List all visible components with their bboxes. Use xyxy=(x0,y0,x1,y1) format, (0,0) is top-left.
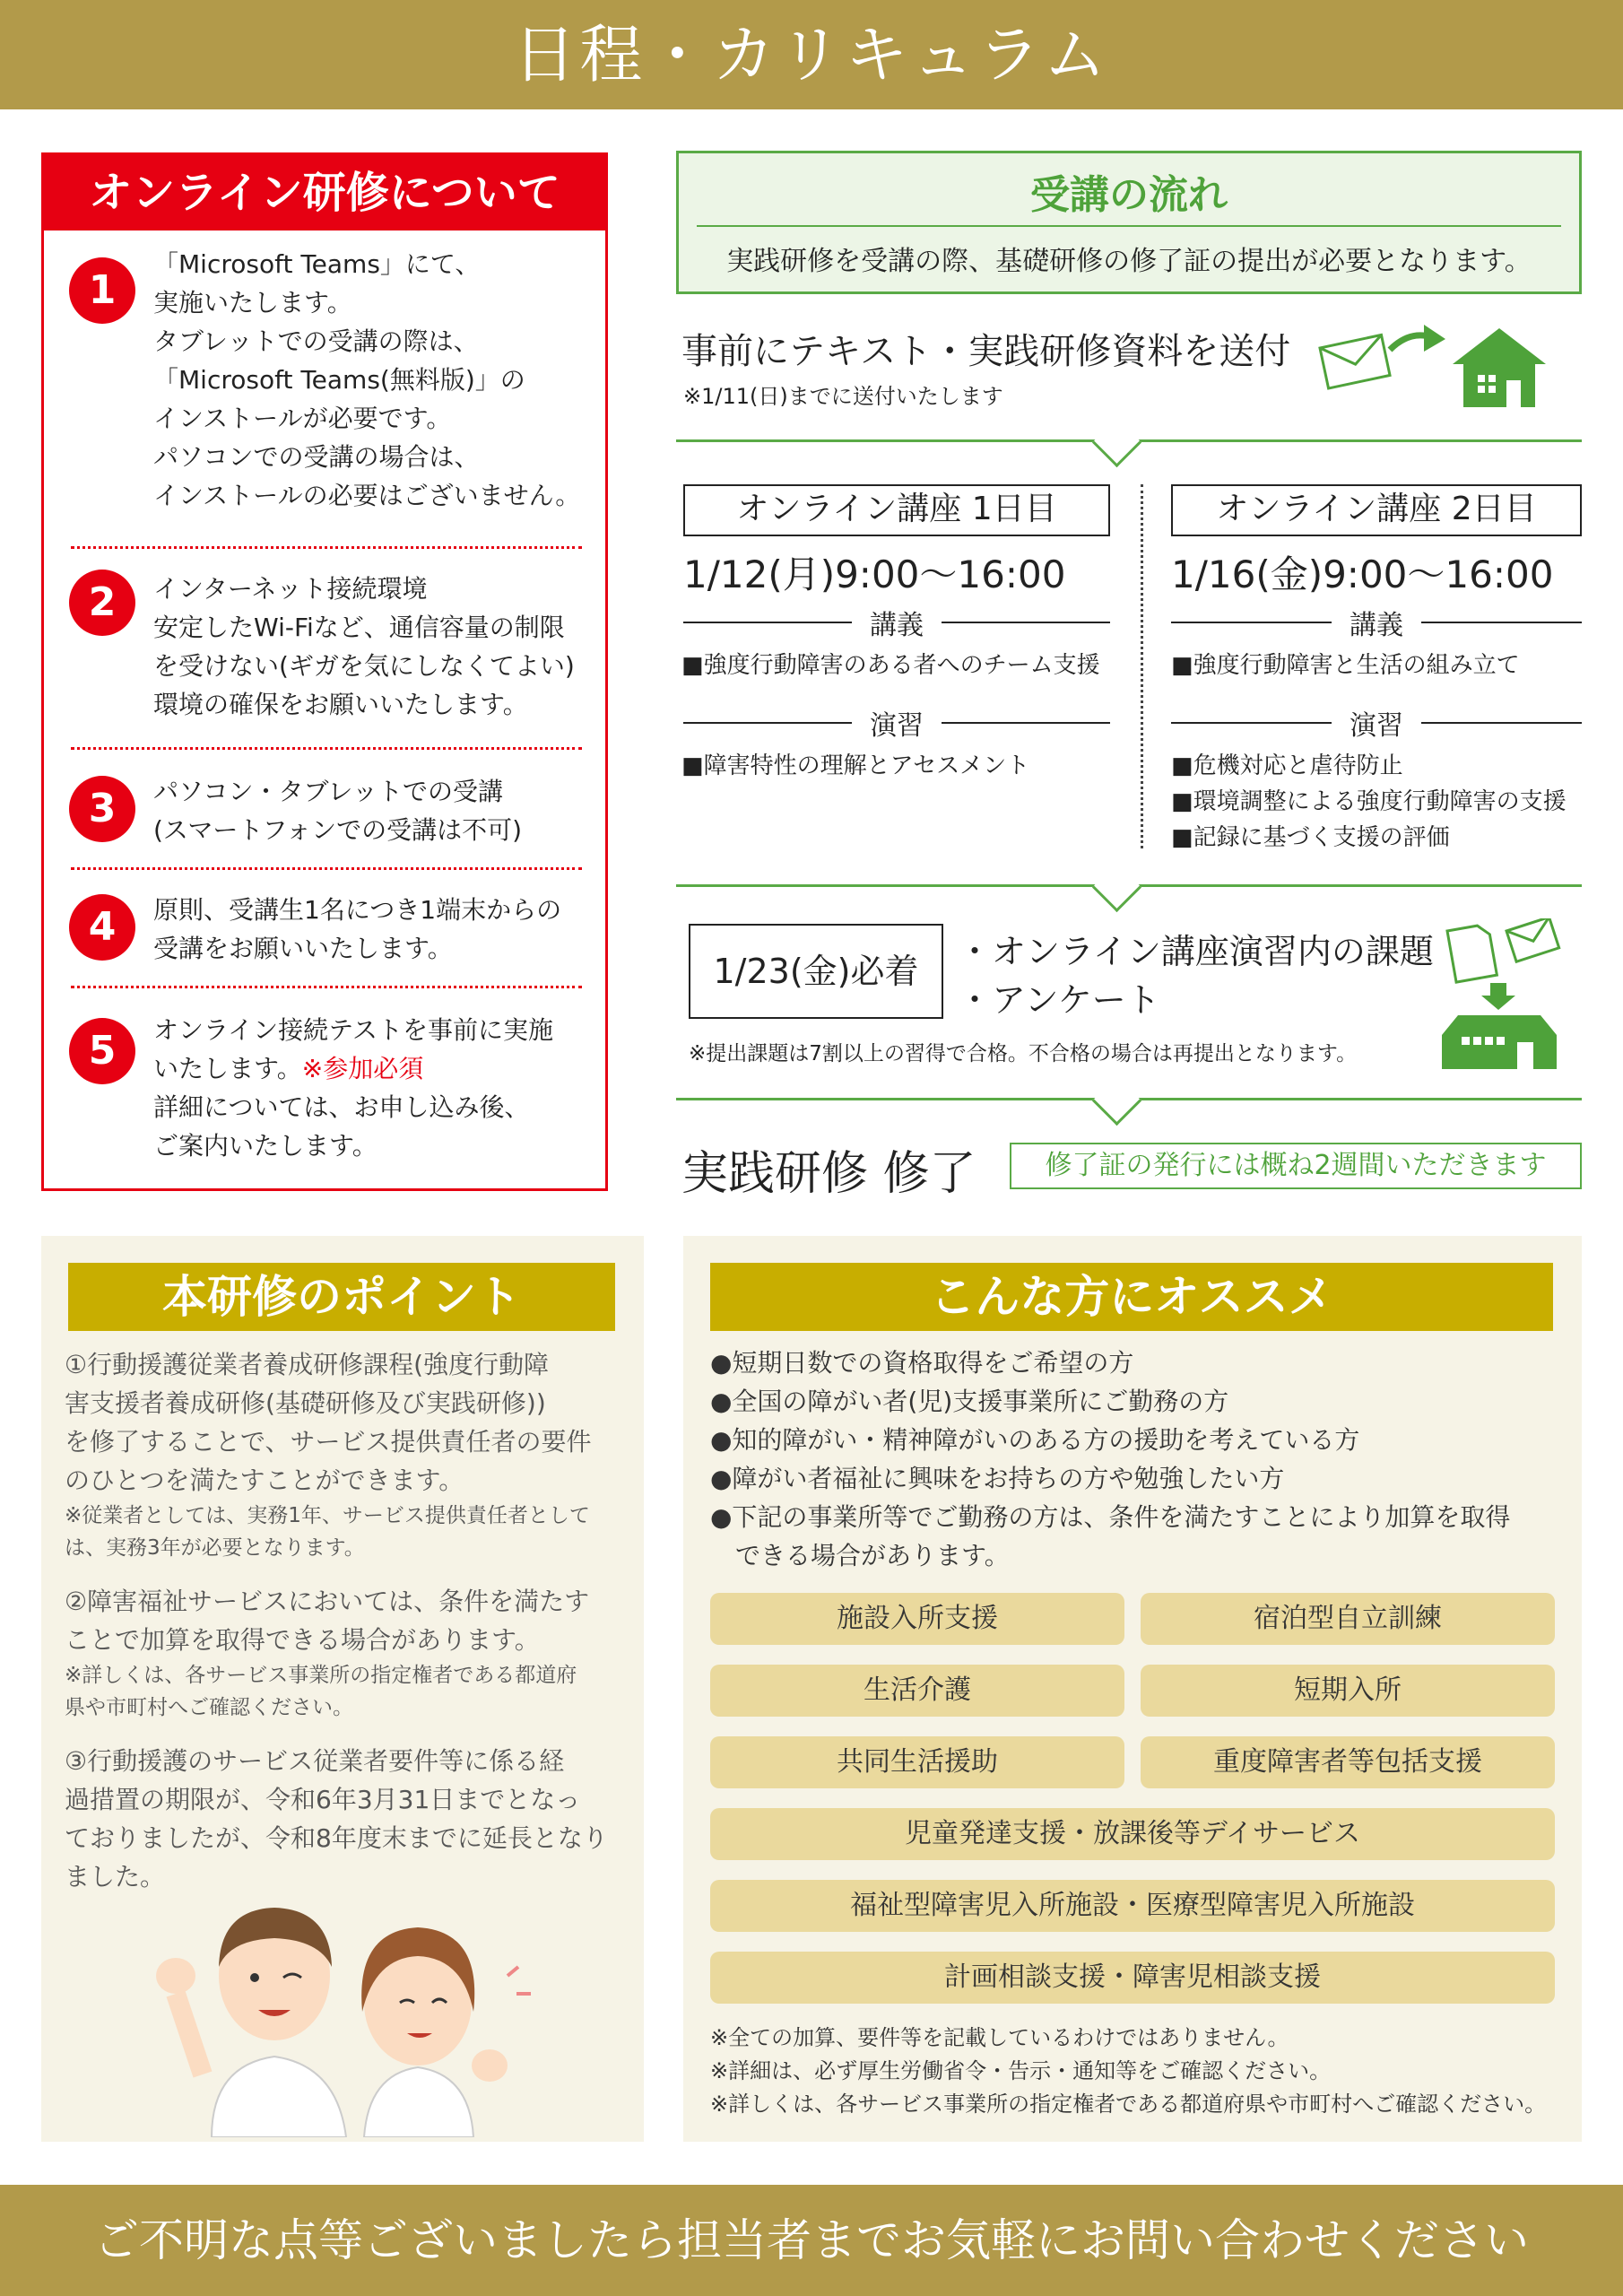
day2-time: 1/16(金)9:00〜16:00 xyxy=(1171,552,1554,596)
online-training-title: オンライン研修について xyxy=(44,155,605,230)
completion-note: 修了証の発行には概ね2週間いただきます xyxy=(1010,1143,1582,1189)
online-training-section: オンライン研修について 1 「Microsoft Teams」にて、 実施いたします。 タブレットでの受講の際は、 「Microsoft Teams(無料版)」の インストールが必要です。 パソコンでの受講の場合は、 インストールの必要はございません。 2 インターネット接続環境 安定したWi-Fiなど、通信容量の制限 を受けない(ギガを気にしなくてよい) 環境の確保をお願いいたします。 3 パソコン・タブレットでの受講 (スマートフォンでの受講は不可) 4 原則、受講生1名につき1端末からの 受講をお願いいたします。 5 オンライン接続テストを事前に実施 いたします。※参加必須 詳細については、お申し込み後、 ご案内いたします。 xyxy=(41,152,608,1191)
divider xyxy=(71,747,582,750)
document-icon xyxy=(1447,924,1497,982)
point-1-note: ※従業者としては、実務1年、サービス提供責任者として は、実務3年が必要となります。 xyxy=(65,1504,590,1560)
point-1: ①行動援護従業者養成研修課程(強度行動障 害支援者養成研修(基礎研修及び実践研修)) を修了することで、サービス提供責任者の要件 のひとつを満たすことができます。 xyxy=(65,1350,592,1495)
chevron-down-icon xyxy=(1092,418,1141,467)
submit-note: ※提出課題は7割以上の習得で合格。不合格の場合は再提出となります。 xyxy=(689,1042,1358,1065)
submit-deadline: 1/23(金)必着 xyxy=(689,924,943,1019)
service-tag: 施設入所支援 xyxy=(710,1593,1124,1645)
recommend-section xyxy=(683,1236,1582,2142)
day1-lecture-item: ■強度行動障害のある者へのチーム支援 xyxy=(681,652,1100,679)
divider xyxy=(71,546,582,549)
male-staff-figure xyxy=(156,1908,346,2137)
recommend-line: ●障がい者福祉に興味をお持ちの方や勉強したい方 xyxy=(710,1464,1285,1493)
day2-practice-heading: 演習 xyxy=(1171,703,1582,743)
service-tag: 宿泊型自立訓練 xyxy=(1141,1593,1555,1645)
number-badge: 4 xyxy=(69,894,135,961)
service-tag: 生活介護 xyxy=(710,1665,1124,1717)
service-tag: 児童発達支援・放課後等デイサービス xyxy=(710,1808,1555,1860)
arrow-down-icon xyxy=(1481,983,1515,1010)
number-badge: 2 xyxy=(69,570,135,636)
recommend-line: ●短期日数での資格取得をご希望の方 xyxy=(710,1348,1134,1378)
chevron-down-icon xyxy=(1092,1076,1141,1126)
service-tag: 計画相談支援・障害児相談支援 xyxy=(710,1952,1555,2004)
flow-header-box xyxy=(676,151,1582,294)
envelope-icon xyxy=(1506,918,1559,961)
points-section xyxy=(41,1236,644,2142)
day2-lecture-heading: 講義 xyxy=(1171,603,1582,642)
recommend-line: ●知的障がい・精神障がいのある方の援助を考えている方 xyxy=(710,1425,1360,1455)
required-note: ※参加必須 xyxy=(301,1054,424,1083)
number-badge: 1 xyxy=(69,257,135,324)
number-badge: 3 xyxy=(69,776,135,842)
service-tag: 福祉型障害児入所施設・医療型障害児入所施設 xyxy=(710,1880,1555,1932)
day1-practice-heading: 演習 xyxy=(683,703,1110,743)
day1-practice-item: ■障害特性の理解とアセスメント xyxy=(681,752,1030,779)
recommend-note: ※全ての加算、要件等を記載しているわけではありません。 xyxy=(710,2025,1289,2050)
documents-to-office-icon xyxy=(1435,918,1569,1071)
day-divider xyxy=(1141,484,1143,848)
divider xyxy=(71,986,582,988)
day1-label: オンライン講座 1日目 xyxy=(683,484,1110,536)
recommend-note: ※詳細は、必ず厚生労働省令・告示・通知等をご確認ください。 xyxy=(710,2058,1332,2083)
step1-sub: ※1/11(日)までに送付いたします xyxy=(683,384,1003,409)
recommend-title: こんな方にオススメ xyxy=(710,1263,1553,1331)
house-icon xyxy=(1453,328,1546,407)
divider xyxy=(71,867,582,870)
flow-title: 受講の流れ xyxy=(1030,172,1228,218)
day2-practice-item: ■環境調整による強度行動障害の支援 xyxy=(1171,788,1567,815)
submit-item: ・アンケート xyxy=(958,980,1160,1020)
recommend-line: ●全国の障がい者(児)支援事業所にご勤務の方 xyxy=(710,1387,1229,1416)
day2-label: オンライン講座 2日目 xyxy=(1171,484,1582,536)
day2-practice-item: ■記録に基づく支援の評価 xyxy=(1171,824,1450,851)
point-2: ②障害福祉サービスにおいては、条件を満たす ことで加算を取得できる場合があります。 xyxy=(65,1587,590,1655)
point-2-note: ※詳しくは、各サービス事業所の指定権者である都道府 県や市町村へご確認ください。 xyxy=(65,1664,577,1719)
staff-illustration xyxy=(140,1868,588,2137)
envelope-icon xyxy=(1320,335,1390,388)
service-tag: 共同生活援助 xyxy=(710,1736,1124,1788)
day1-lecture-heading: 講義 xyxy=(683,603,1110,642)
female-staff-figure xyxy=(361,1927,531,2137)
flow-note: 実践研修を受講の際、基礎研修の修了証の提出が必要となります。 xyxy=(726,246,1532,277)
recommend-line: ●下記の事業所等でご勤務の方は、条件を満たすことにより加算を取得 xyxy=(710,1502,1511,1532)
step1-title: 事前にテキスト・実践研修資料を送付 xyxy=(681,331,1291,372)
office-icon xyxy=(1442,1015,1557,1069)
day2-practice-item: ■危機対応と虐待防止 xyxy=(1171,752,1403,779)
contact-footer: ご不明な点等ございましたら担当者までお気軽にお問い合わせください xyxy=(0,2185,1623,2296)
service-tag: 重度障害者等包括支援 xyxy=(1141,1736,1555,1788)
recommend-line: できる場合があります。 xyxy=(710,1541,1010,1570)
day2-lecture-item: ■強度行動障害と生活の組み立て xyxy=(1171,652,1520,679)
chevron-down-icon xyxy=(1092,863,1141,912)
number-badge: 5 xyxy=(69,1018,135,1084)
day1-time: 1/12(月)9:00〜16:00 xyxy=(683,552,1066,596)
submit-item: ・オンライン講座演習内の課題 xyxy=(958,932,1434,971)
point-3: ③行動援護のサービス従業者要件等に係る経 過措置の期限が、令和6年3月31日までとなっ ておりましたが、令和8年度末までに延長となり ました。 xyxy=(65,1746,608,1892)
completion-title: 実践研修 修了 xyxy=(681,1147,976,1201)
mail-to-house-icon xyxy=(1311,323,1553,413)
page-title: 日程・カリキュラム xyxy=(0,0,1623,109)
recommend-note: ※詳しくは、各サービス事業所の指定権者である都道府県や市町村へご確認ください。 xyxy=(710,2092,1547,2117)
points-title: 本研修のポイント xyxy=(68,1263,615,1331)
service-tag: 短期入所 xyxy=(1141,1665,1555,1717)
